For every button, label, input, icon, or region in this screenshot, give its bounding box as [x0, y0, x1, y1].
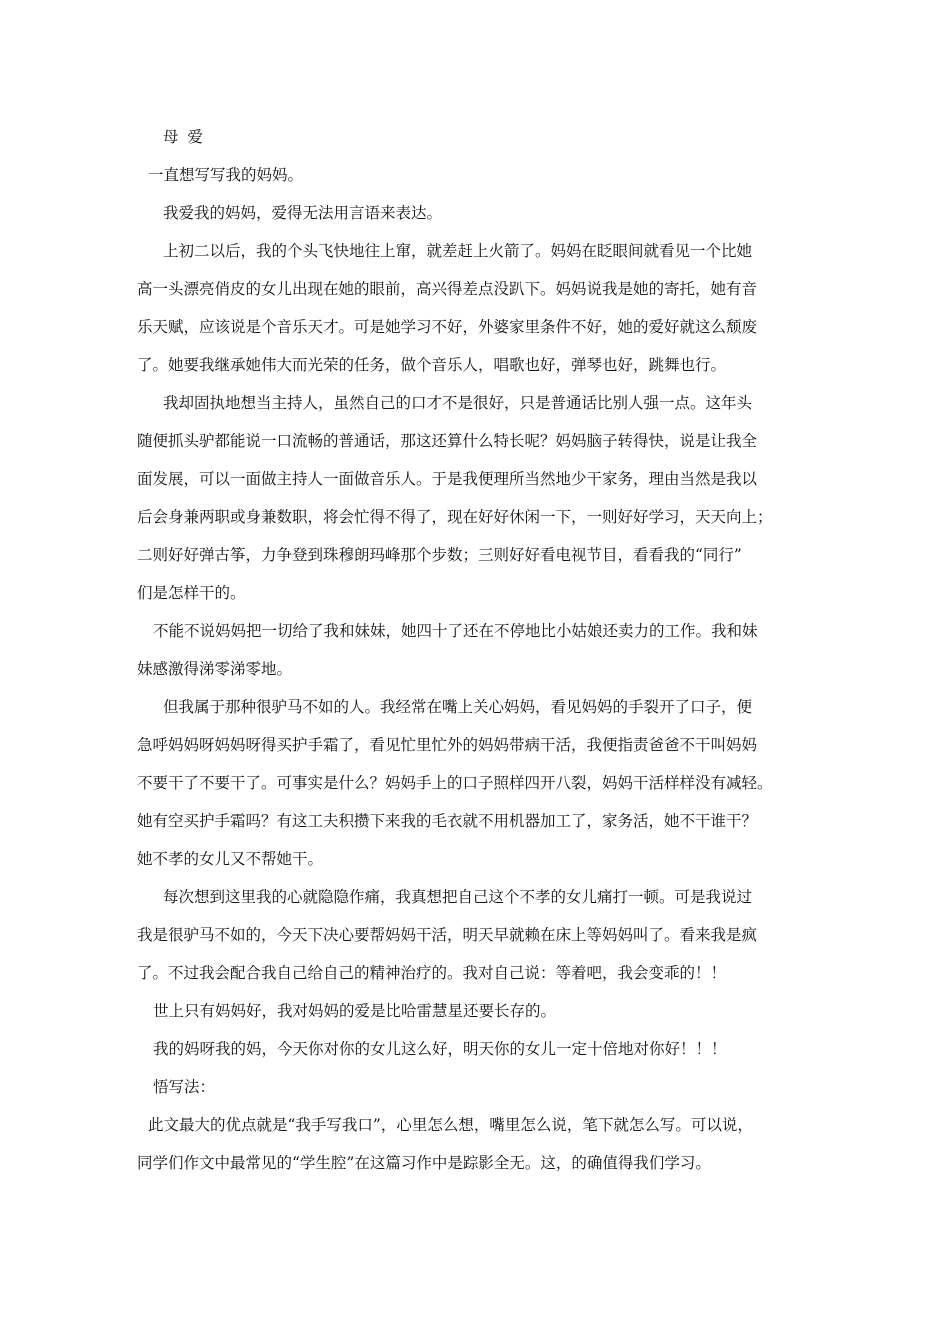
paragraph-line: 急呼妈妈呀妈妈呀得买护手霜了，看见忙里忙外的妈妈带病干活，我便指责爸爸不干叫妈妈	[137, 736, 758, 754]
paragraph-line: 但我属于那种很驴马不如的人。我经常在嘴上关心妈妈，看见妈妈的手裂开了口子，便	[163, 698, 753, 716]
paragraph-line: 此文最大的优点就是“我手写我口”，心里怎么想，嘴里怎么说，笔下就怎么写。可以说，	[148, 1116, 753, 1134]
paragraph-line: 我爱我的妈妈，爱得无法用言语来表达。	[163, 204, 443, 222]
paragraph-line: 不能不说妈妈把一切给了我和妹妹，她四十了还在不停地比小姑娘还卖力的工作。我和妹	[153, 622, 758, 640]
paragraph-line: 了。她要我继承她伟大而光荣的任务，做个音乐人，唱歌也好，弹琴也好，跳舞也行。	[137, 356, 727, 374]
paragraph-line: 妹感激得涕零涕零地。	[137, 660, 293, 678]
paragraph-line: 每次想到这里我的心就隐隐作痛，我真想把自己这个不孝的女儿痛打一顿。可是我说过	[163, 888, 753, 906]
paragraph-line: 我是很驴马不如的，今天下决心要帮妈妈干活，明天早就赖在床上等妈妈叫了。看来我是疯	[137, 926, 758, 944]
paragraph-line: 一直想写写我的妈妈。	[148, 166, 304, 184]
paragraph-line: 悟写法：	[153, 1078, 216, 1096]
paragraph-line: 二则好好弹古筝，力争登到珠穆朗玛峰那个步数；三则好好看电视节目，看看我的“同行”	[137, 546, 742, 564]
paragraph-line: 我却固执地想当主持人，虽然自己的口才不是很好，只是普通话比别人强一点。这年头	[163, 394, 753, 412]
paragraph-line: 们是怎样干的。	[137, 584, 246, 602]
paragraph-line: 了。不过我会配合我自己给自己的精神治疗的。我对自己说：等着吧，我会变乖的！！	[137, 964, 727, 982]
paragraph-line: 同学们作文中最常见的“学生腔”在这篇习作中是踪影全无。这，的确值得我们学习。	[137, 1154, 711, 1172]
paragraph-line: 世上只有妈妈好，我对妈妈的爱是比哈雷慧星还要长存的。	[153, 1002, 557, 1020]
paragraph-line: 上初二以后，我的个头飞快地往上窜，就差赶上火箭了。妈妈在眨眼间就看见一个比她	[163, 242, 753, 260]
paragraph-line: 随便抓头驴都能说一口流畅的普通话，那这还算什么特长呢？妈妈脑子转得快，说是让我全	[137, 432, 758, 450]
paragraph-line: 她有空买护手霜吗？有这工夫积攒下来我的毛衣就不用机器加工了，家务活，她不干谁干？	[137, 812, 758, 830]
paragraph-line: 后会身兼两职或身兼数职，将会忙得不得了，现在好好休闲一下，一则好好学习，天天向上；	[137, 508, 773, 526]
paragraph-line: 乐天赋，应该说是个音乐天才。可是她学习不好，外婆家里条件不好，她的爱好就这么颓废	[137, 318, 758, 336]
paragraph-line: 高一头漂亮俏皮的女儿出现在她的眼前，高兴得差点没趴下。妈妈说我是她的寄托，她有音	[137, 280, 758, 298]
paragraph-line: 她不孝的女儿又不帮她干。	[137, 850, 324, 868]
paragraph-line: 不要干了不要干了。可事实是什么？妈妈手上的口子照样四开八裂，妈妈干活样样没有减轻。	[137, 774, 773, 792]
paragraph-line: 面发展，可以一面做主持人一面做音乐人。于是我便理所当然地少干家务，理由当然是我以	[137, 470, 758, 488]
document-title: 母 爱	[163, 128, 205, 146]
paragraph-line: 我的妈呀我的妈，今天你对你的女儿这么好，明天你的女儿一定十倍地对你好！！！	[153, 1040, 727, 1058]
